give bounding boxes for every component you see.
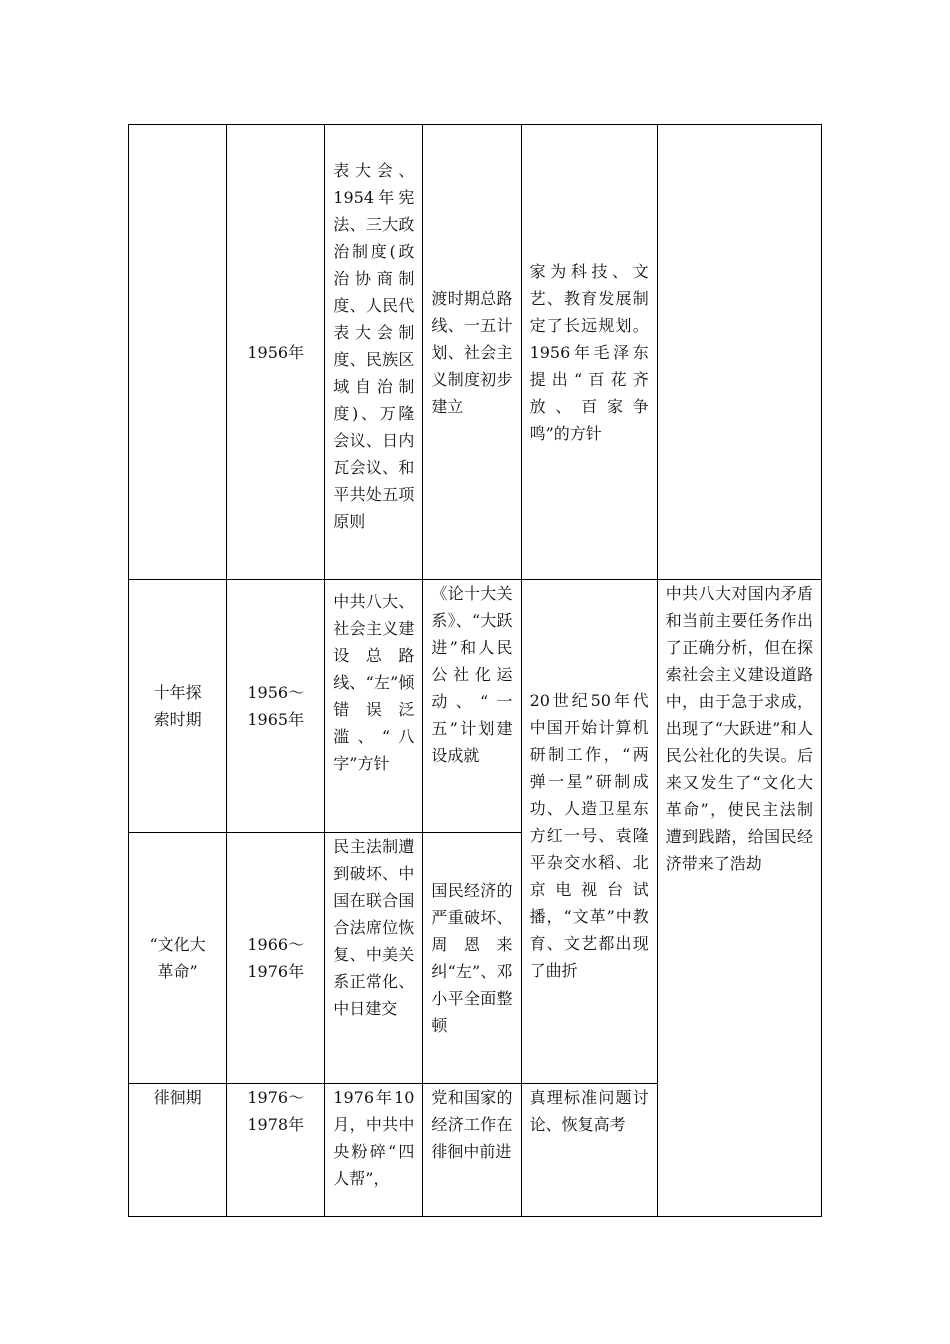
period-text: 十年探索时期	[153, 683, 202, 729]
culture-text: 家为科技、文艺、教育发展制定了长远规划。1956年毛泽东提出“百花齐放、百家争鸣”的方针	[529, 261, 649, 443]
culture-cell	[521, 1084, 657, 1217]
history-summary-table	[128, 124, 822, 1217]
period-text: “文化大革命”	[149, 935, 206, 981]
years-cell	[227, 580, 325, 833]
economy-cell	[423, 833, 521, 1084]
table-row	[129, 125, 822, 580]
period-cell	[129, 125, 227, 580]
period-cell	[129, 833, 227, 1084]
politics-text: 表大会、1954年宪法、三大政治制度(政治协商制度、人民代表大会制度、民族区域自治制度)、万隆会议、日内瓦会议、和平共处五项原则	[333, 161, 415, 531]
economy-text: 党和国家的经济工作在徘徊中前进	[431, 1088, 513, 1161]
politics-text: 中共八大、社会主义建设总路线、“左”倾错误泛滥、“八字”方针	[333, 592, 415, 773]
years-text: 1956年	[247, 342, 305, 362]
period-cell	[129, 580, 227, 833]
politics-text: 1976年10月，中共中央粉碎“四人帮”，	[333, 1088, 415, 1188]
culture-text: 真理标准问题讨论、恢复高考	[529, 1088, 649, 1134]
years-text: 1956～1965年	[247, 683, 305, 729]
economy-cell	[423, 125, 521, 580]
summary-cell	[657, 580, 821, 1217]
politics-cell	[325, 833, 423, 1084]
period-text: 徘徊期	[153, 1088, 202, 1107]
politics-cell	[325, 580, 423, 833]
politics-text: 民主法制遭到破坏、中国在联合国合法席位恢复、中美关系正常化、中日建交	[333, 837, 415, 1018]
economy-text: 渡时期总路线、一五计划、社会主义制度初步建立	[431, 288, 513, 416]
years-cell	[227, 125, 325, 580]
years-text: 1966～1976年	[247, 935, 305, 981]
summary-cell	[657, 125, 821, 580]
table-row	[129, 580, 822, 833]
economy-text: 国民经济的严重破坏、周恩来纠“左”、邓小平全面整顿	[431, 881, 513, 1035]
culture-cell	[521, 580, 657, 1084]
years-cell	[227, 833, 325, 1084]
period-cell	[129, 1084, 227, 1217]
economy-cell	[423, 1084, 521, 1217]
culture-cell	[521, 125, 657, 580]
politics-cell	[325, 125, 423, 580]
summary-text: 中共八大对国内矛盾和当前主要任务作出了正确分析，但在探索社会主义建设道路中，由于急于求成，出现了“大跃进”和人民公社化的失误。后来又发生了“文化大革命”，使民主法制遭到践踏，给国民经济带来了浩劫	[665, 584, 813, 873]
economy-cell	[423, 580, 521, 833]
years-cell	[227, 1084, 325, 1217]
economy-text: 《论十大关系》、“大跃进”和人民公社化运动、“一五”计划建设成就	[431, 584, 513, 765]
politics-cell	[325, 1084, 423, 1217]
years-text: 1976～1978年	[247, 1088, 305, 1134]
culture-text: 20世纪50年代中国开始计算机研制工作，“两弹一星”研制成功、人造卫星东方红一号、袁隆平杂交水稻、北京电视台试播，“文革”中教育、文艺都出现了曲折	[529, 691, 649, 980]
